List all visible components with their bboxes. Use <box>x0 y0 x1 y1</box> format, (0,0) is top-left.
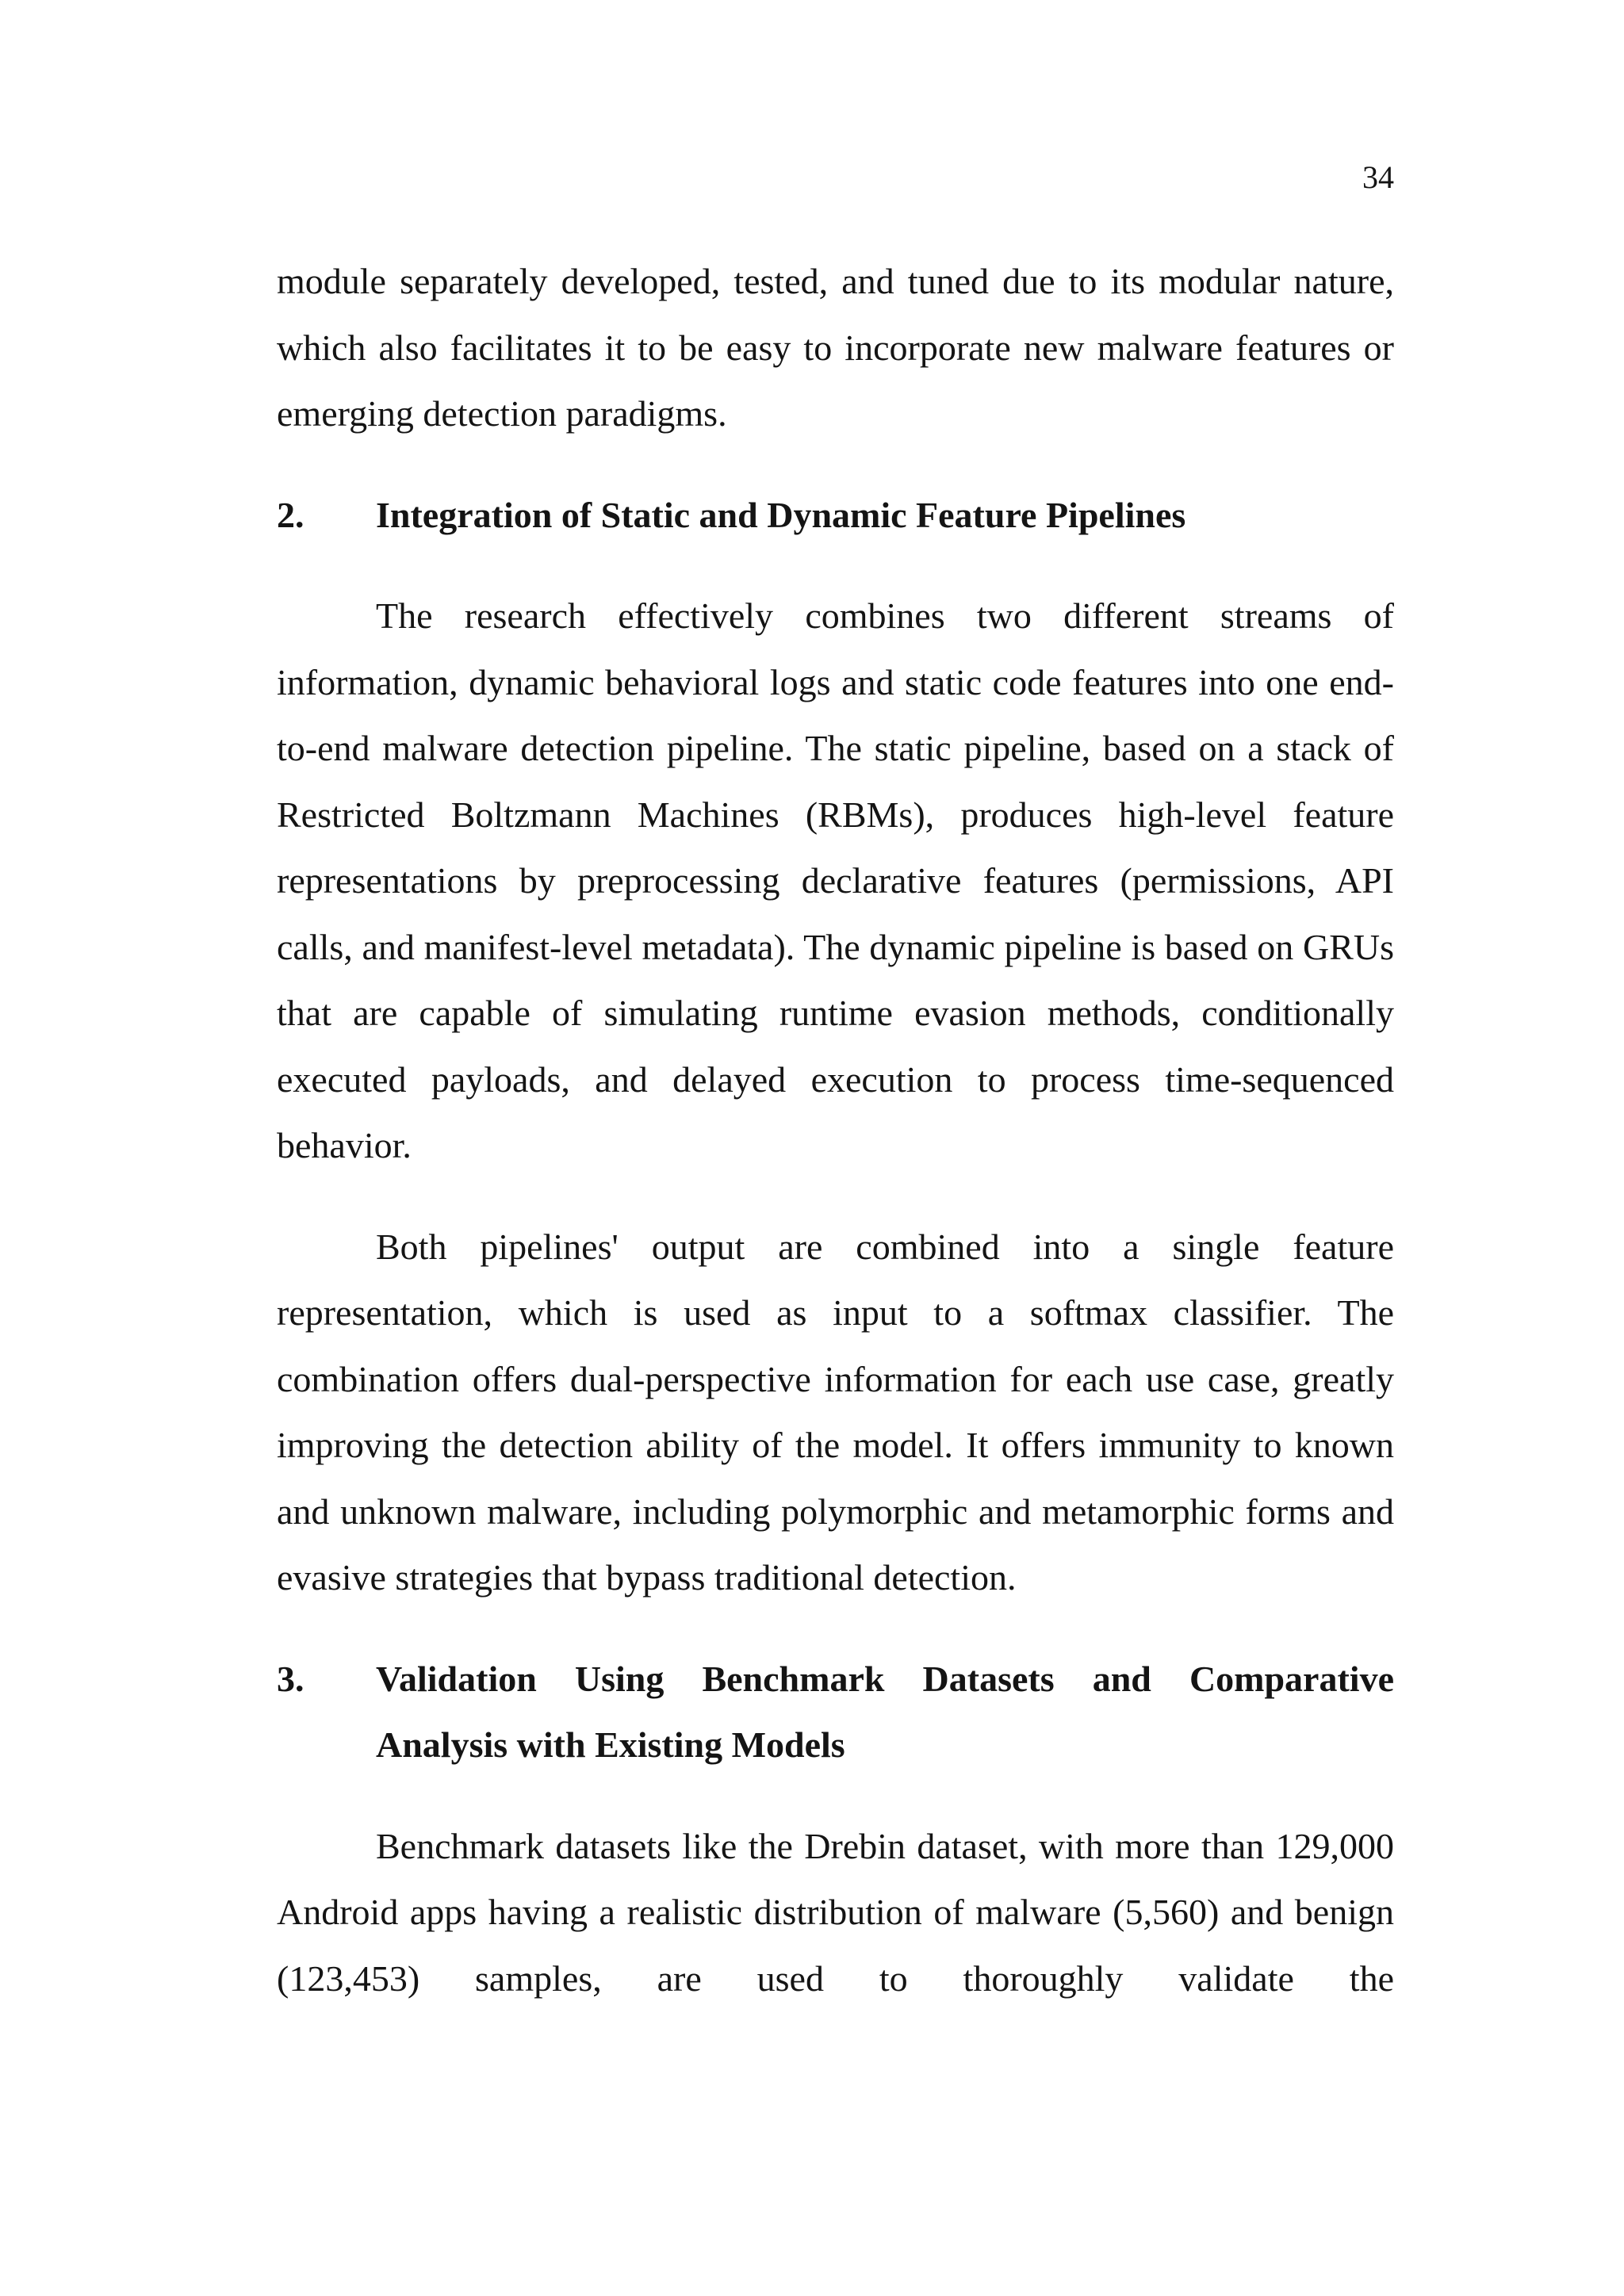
page-body <box>277 248 1394 2011</box>
section-2-heading <box>277 482 1394 549</box>
section-3-number: 3. <box>277 1658 304 1699</box>
section-3-heading <box>277 1646 1394 1778</box>
intro-paragraph: module separately developed, tested, and tuned due to its modular nature, which also facilitates it to be easy to incorporate new malware features or emerging detection paradigms. <box>277 261 1394 434</box>
section-3-title <box>376 1646 1394 1778</box>
section-2-paragraph-1: The research effectively combines two different streams of information, dynamic behavioral logs and static code features into one end-to-end malware detection pipeline. The static pipeline, based on a stack of Restricted Boltzmann Machines (RBMs), produces high-level feature representations by preprocessing declarative features (permissions, API calls, and manifest-level metadata). The dynamic pipeline is based on GRUs that are capable of simulating runtime evasion methods, conditionally executed payloads, and delayed execution to process time-sequenced behavior. <box>277 595 1394 1165</box>
section-3-title-line-2: Analysis with Existing Models <box>376 1724 845 1765</box>
section-3-paragraph-1: Benchmark datasets like the Drebin dataset, with more than 129,000 Android apps having a realistic distribution of malware (5,560) and benign (123,453) samples, are used to thoroughly validate the <box>277 1825 1394 1999</box>
section-2-title: Integration of Static and Dynamic Feature Pipelines <box>376 494 1186 535</box>
section-2-number: 2. <box>277 494 304 535</box>
section-3-title-line-1: Validation Using Benchmark Datasets and Comparative <box>376 1658 1394 1699</box>
section-2-paragraph-2: Both pipelines' output are combined into a single feature representation, which is used as input to a softmax classifier. The combination offers dual-perspective information for each use case, greatly improving the detection ability of the model. It offers immunity to known and unknown malware, including polymorphic and metamorphic forms and evasive strategies that bypass traditional detection. <box>277 1226 1394 1598</box>
page-number: 34 <box>1362 159 1394 195</box>
